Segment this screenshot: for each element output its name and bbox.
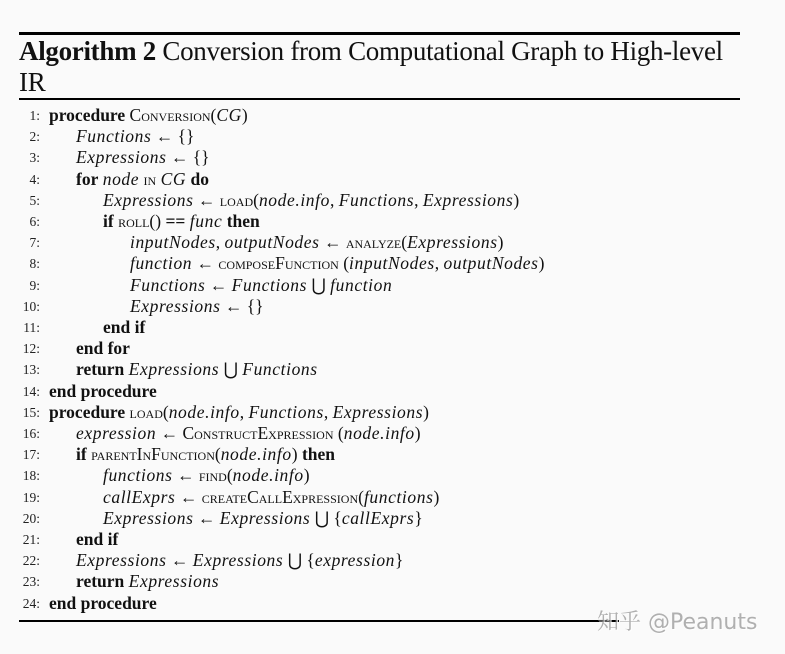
line-number: 15:: [22, 404, 40, 420]
bottom-rule: [19, 620, 619, 622]
line-code: end if: [76, 529, 119, 549]
line-code: Expressions ← {}: [130, 295, 264, 316]
line-number: 21:: [22, 532, 40, 547]
line-code: for node in CG do: [76, 168, 209, 189]
algorithm-title-cont: IR: [19, 67, 46, 97]
line-code: callExprs ← createCallExpression(functions): [103, 486, 440, 507]
caption-rule: [19, 98, 740, 100]
line-code: procedure Conversion(CG): [49, 105, 248, 125]
line-code: end procedure: [49, 380, 157, 401]
algorithm-title: Conversion from Computational Graph to High-level: [162, 36, 723, 66]
line-number: 14:: [22, 383, 40, 399]
line-number: 11:: [23, 320, 40, 335]
line-code: expression ← ConstructExpression (node.info): [76, 423, 421, 443]
line-code: functions ← find(node.info): [103, 465, 310, 486]
line-code: function ← composeFunction (inputNodes, outputNodes): [130, 253, 545, 274]
line-number: 23:: [22, 574, 40, 590]
line-number: 5:: [29, 192, 40, 208]
line-number: 24:: [22, 595, 40, 611]
watermark: 知乎 @Peanuts: [597, 610, 758, 635]
line-code: end if: [103, 317, 146, 337]
line-code: if parentInFunction(node.info) then: [76, 444, 335, 465]
line-code: if roll() == func then: [103, 211, 260, 231]
line-number: 3:: [29, 150, 40, 166]
line-number: 18:: [22, 468, 40, 484]
line-code: Expressions ← load(node.info, Functions, Expressions): [103, 189, 520, 210]
algorithm-caption: [19, 36, 749, 98]
line-code: end for: [76, 338, 130, 359]
algorithm-label: Algorithm 2: [19, 36, 156, 66]
line-number: 7:: [29, 235, 40, 251]
line-code: Functions ← Functions ⋃ function: [130, 274, 393, 295]
line-code: Expressions ← Expressions ⋃ {expression}: [76, 550, 404, 571]
line-number: 16:: [22, 426, 40, 441]
line-code: return Expressions ⋃ Functions: [76, 359, 318, 380]
line-number: 10:: [22, 298, 40, 314]
line-code: Expressions ← Expressions ⋃ {callExprs}: [103, 507, 423, 528]
line-number: 9:: [29, 277, 40, 293]
line-number: 6:: [29, 214, 40, 229]
line-code: end procedure: [49, 592, 157, 613]
line-code: procedure load(node.info, Functions, Expressions): [49, 401, 429, 422]
line-number: 13:: [22, 362, 40, 378]
line-number: 12:: [22, 341, 40, 357]
line-number: 20:: [22, 510, 40, 526]
line-number: 1:: [29, 108, 40, 123]
line-number: 2:: [29, 129, 40, 145]
line-number: 19:: [22, 489, 40, 505]
line-number: 17:: [22, 447, 40, 463]
line-number: 4:: [29, 171, 40, 187]
line-number: 22:: [22, 553, 40, 569]
line-code: Expressions ← {}: [76, 147, 210, 168]
top-rule: [19, 32, 740, 35]
line-code: inputNodes, outputNodes ← analyze(Expressions): [130, 232, 504, 253]
line-code: return Expressions: [76, 571, 220, 592]
line-number: 8:: [29, 256, 40, 272]
line-code: Functions ← {}: [76, 126, 195, 147]
